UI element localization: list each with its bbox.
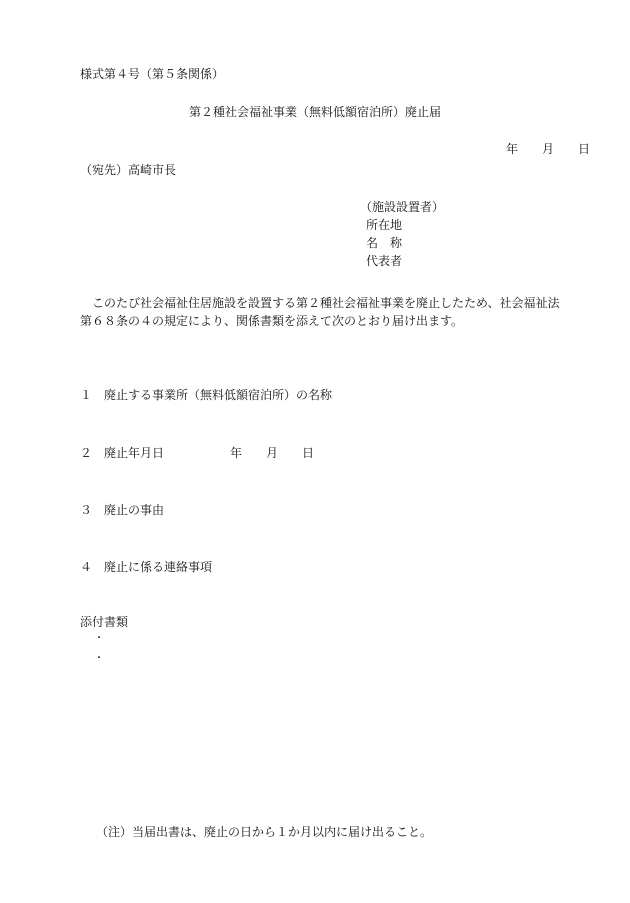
form-number: 様式第４号（第５条関係） (80, 67, 225, 81)
abolition-year: 年 (230, 446, 243, 460)
attachment-bullet: ・ (94, 653, 104, 664)
item-number: ３ (80, 503, 93, 517)
abolition-day: 日 (302, 446, 315, 460)
item-abolition-date (80, 446, 314, 460)
body-text (80, 294, 560, 330)
abolition-month: 月 (266, 446, 279, 460)
item-reason (80, 503, 164, 517)
applicant-block (360, 200, 444, 272)
body-line-2: 第６８条の４の規定により、関係書類を添えて次のとおり届け出ます。 (80, 314, 464, 328)
item-label: 廃止年月日 (104, 446, 165, 460)
representative-label: 代表者 (366, 254, 403, 268)
item-number: ４ (80, 560, 93, 574)
body-line-1: このたび社会福祉住居施設を設置する第２種社会福祉事業を廃止したため、社会福祉法 (80, 296, 560, 310)
abolition-date-fields (230, 446, 314, 460)
item-label: 廃止の事由 (104, 503, 165, 517)
item-number: １ (80, 388, 93, 402)
submission-date (506, 142, 590, 156)
footnote: （注）当届出書は、廃止の日から１か月以内に届け出ること。 (96, 825, 433, 839)
date-month: 月 (541, 142, 554, 156)
date-day: 日 (577, 142, 590, 156)
item-label: 廃止に係る連絡事項 (104, 560, 213, 574)
applicant-heading: （施設設置者） (360, 200, 445, 214)
attachment-bullet: ・ (94, 633, 104, 644)
address-label: 所在地 (366, 218, 403, 232)
attachments-label: 添付書類 (80, 615, 129, 629)
document-title: 第２種社会福祉事業（無料低額宿泊所）廃止届 (188, 105, 441, 119)
item-label: 廃止する事業所（無料低額宿泊所）の名称 (104, 388, 333, 402)
item-facility-name (80, 388, 332, 402)
item-number: ２ (80, 446, 93, 460)
name-label: 名 称 (366, 236, 403, 250)
addressee: （宛先）高崎市長 (80, 163, 177, 177)
date-year: 年 (505, 142, 518, 156)
item-contact-matters (80, 560, 212, 574)
